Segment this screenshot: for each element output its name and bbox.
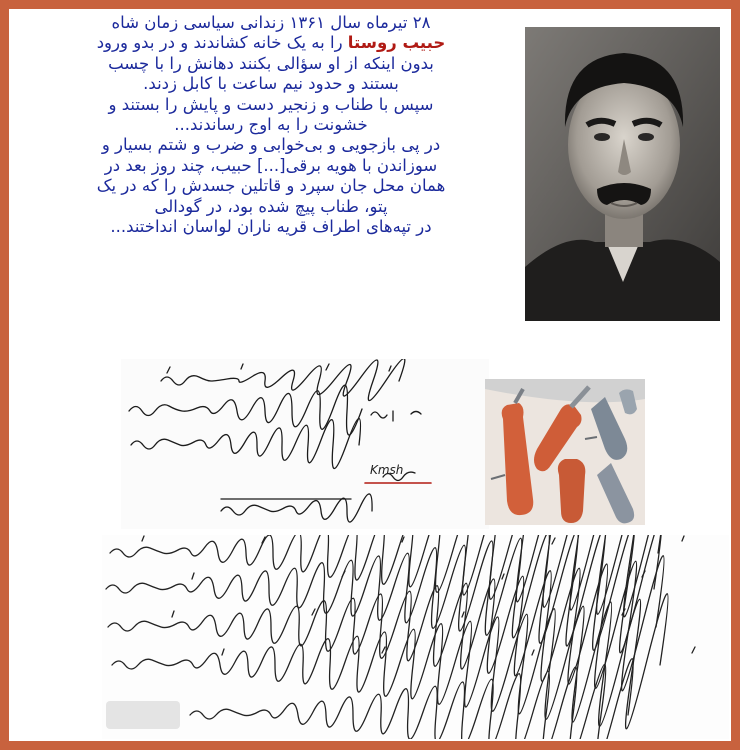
caption-line-9: همان محل جان سپرد و قاتلین جسدش را که در یک bbox=[96, 176, 446, 196]
document-frame bbox=[9, 9, 731, 741]
caption-line-8: سوزاندن با هویه برقی[...] حبیب، چند روز بعد در bbox=[104, 155, 438, 175]
handwritten-letter bbox=[102, 535, 729, 739]
handwritten-note bbox=[121, 359, 489, 529]
caption-line-10: پتو، طناب پیچ شده بود، در گودالی bbox=[154, 196, 388, 216]
caption-line-2 bbox=[21, 33, 521, 53]
caption-line-2-rest: را به یک خانه کشاندند و در بدو ورود bbox=[96, 33, 343, 53]
torture-tools-photo bbox=[485, 379, 645, 525]
caption-line-5: سپس با طناب و زنجیر دست و پایش را بستند و bbox=[108, 94, 434, 114]
victim-name: حبیب روستا bbox=[347, 33, 446, 53]
caption-text bbox=[21, 13, 521, 237]
caption-line-4: بستند و حدود نیم ساعت با کابل زدند. bbox=[143, 74, 399, 94]
caption-line-7: در پی بازجویی و بی‌خوابی و ضرب و شتم بسیار و bbox=[101, 135, 441, 155]
caption-line-11: در تپه‌های اطراف قریه ناران لواسان انداختند... bbox=[110, 217, 432, 237]
caption-line-3: بدون اینکه از او سؤالی بکنند دهانش را با چسب bbox=[108, 53, 434, 73]
caption-line-1: ۲۸ تیرماه سال ۱۳۶۱ زندانی سیاسی زمان شاه bbox=[111, 13, 431, 32]
caption-line-6: خشونت را به اوج رساندند... bbox=[174, 115, 368, 135]
note-latin-word: Kmsh bbox=[370, 463, 404, 477]
portrait-photo bbox=[525, 27, 720, 321]
